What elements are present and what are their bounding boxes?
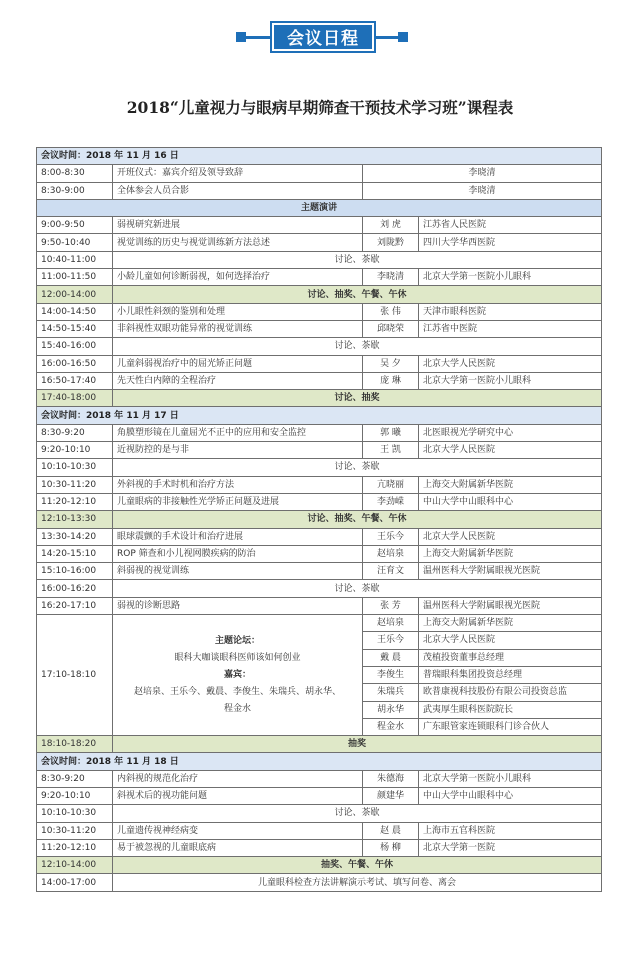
time-cell: 10:30-11:20 [37, 476, 113, 493]
institution-cell: 北京大学人民医院 [419, 442, 602, 459]
panelist-institution: 茂植投资董事总经理 [419, 649, 602, 666]
break-note: 讨论、茶歇 [113, 580, 602, 597]
break-row [37, 251, 602, 268]
topic-cell: 斜弱视的视觉训练 [113, 563, 363, 580]
session-row [37, 787, 602, 804]
institution-cell: 江苏省人民医院 [419, 217, 602, 234]
session-row [37, 770, 602, 787]
session-row [37, 597, 602, 614]
time-cell: 9:00-9:50 [37, 217, 113, 234]
speaker-cell: 刘 虎 [363, 217, 419, 234]
topic-cell: 小龄儿童如何诊断弱视，如何选择治疗 [113, 269, 363, 286]
speaker-cell: 李晓清 [363, 165, 602, 182]
speaker-cell: 张 芳 [363, 597, 419, 614]
speaker-cell: 颜建华 [363, 787, 419, 804]
speaker-cell: 李劲嵘 [363, 493, 419, 510]
break-note: 讨论、茶歇 [113, 251, 602, 268]
time-cell: 12:10-14:00 [37, 857, 113, 874]
schedule-table [36, 147, 602, 892]
speaker-cell: 朱德海 [363, 770, 419, 787]
time-cell: 18:10-18:20 [37, 736, 113, 753]
institution-cell: 温州医科大学附属眼视光医院 [419, 563, 602, 580]
break-band-row [37, 511, 602, 528]
topic-cell: 内斜视的规范化治疗 [113, 770, 363, 787]
panelist-institution: 普瑞眼科集团投资总经理 [419, 666, 602, 683]
institution-cell: 北京大学第一医院小儿眼科 [419, 269, 602, 286]
time-cell: 14:50-15:40 [37, 320, 113, 337]
time-cell: 16:00-16:50 [37, 355, 113, 372]
time-cell: 8:00-8:30 [37, 165, 113, 182]
panelist-institution: 广东眼管家连锁眼科门诊合伙人 [419, 718, 602, 735]
institution-cell: 上海交大附属新华医院 [419, 476, 602, 493]
speaker-cell: 汪育文 [363, 563, 419, 580]
break-band-label: 抽奖 [113, 736, 602, 753]
topic-cell: 开班仪式：嘉宾介绍及领导致辞 [113, 165, 363, 182]
time-cell: 11:20-12:10 [37, 839, 113, 856]
panelist-name: 李俊生 [363, 666, 419, 683]
break-row [37, 805, 602, 822]
speaker-cell: 赵培泉 [363, 545, 419, 562]
time-cell: 14:00-17:00 [37, 874, 113, 891]
speaker-cell: 刘陇黔 [363, 234, 419, 251]
panelist-institution: 上海交大附属新华医院 [419, 615, 602, 632]
break-note: 讨论、茶歇 [113, 338, 602, 355]
break-row [37, 338, 602, 355]
time-cell: 14:00-14:50 [37, 303, 113, 320]
panelist-institution: 北京大学人民医院 [419, 632, 602, 649]
session-row [37, 372, 602, 389]
speaker-cell: 李晓清 [363, 269, 419, 286]
break-band-label: 讨论、抽奖、午餐、午休 [113, 286, 602, 303]
topic-cell: 斜视术后的视功能问题 [113, 787, 363, 804]
time-cell: 13:30-14:20 [37, 528, 113, 545]
session-row [37, 528, 602, 545]
topic-cell: 视觉训练的历史与视觉训练新方法总述 [113, 234, 363, 251]
time-cell: 11:20-12:10 [37, 493, 113, 510]
time-cell: 10:10-10:30 [37, 805, 113, 822]
badge-right-square [398, 32, 408, 42]
time-cell: 10:30-11:20 [37, 822, 113, 839]
session-row [37, 476, 602, 493]
break-note: 讨论、茶歇 [113, 459, 602, 476]
institution-cell: 北京大学第一医院小儿眼科 [419, 770, 602, 787]
session-row [37, 563, 602, 580]
time-cell: 9:20-10:10 [37, 442, 113, 459]
section-badge [0, 20, 640, 54]
break-note: 儿童眼科检查方法讲解演示考试、填写问卷、离会 [113, 874, 602, 891]
topic-cell: 弱视研究新进展 [113, 217, 363, 234]
document-title: 2018“儿童视力与眼病早期筛查干预技术学习班”课程表 [126, 98, 514, 117]
topic-cell: 儿童遗传视神经病变 [113, 822, 363, 839]
institution-cell: 北京大学第一医院 [419, 839, 602, 856]
break-row [37, 874, 602, 891]
panelist-name: 朱瑞兵 [363, 684, 419, 701]
section-band-label: 主题演讲 [37, 199, 602, 216]
topic-cell: 先天性白内障的全程治疗 [113, 372, 363, 389]
break-band-label: 讨论、抽奖 [113, 390, 602, 407]
time-cell: 12:10-13:30 [37, 511, 113, 528]
topic-cell: 儿童眼病的非接触性光学矫正问题及进展 [113, 493, 363, 510]
topic-cell: 弱视的诊断思路 [113, 597, 363, 614]
break-row [37, 459, 602, 476]
institution-cell: 北京大学人民医院 [419, 528, 602, 545]
speaker-cell: 吴 夕 [363, 355, 419, 372]
topic-cell: 全体参会人员合影 [113, 182, 363, 199]
time-cell: 11:00-11:50 [37, 269, 113, 286]
panelist-name: 王乐今 [363, 632, 419, 649]
section-band-row [37, 199, 602, 216]
time-cell: 9:50-10:40 [37, 234, 113, 251]
time-cell: 15:10-16:00 [37, 563, 113, 580]
forum-guests-line1: 赵培泉、王乐今、戴晨、李俊生、朱瑞兵、胡永华、 [133, 686, 341, 697]
break-band-label: 讨论、抽奖、午餐、午休 [113, 511, 602, 528]
speaker-cell: 庞 琳 [363, 372, 419, 389]
institution-cell: 江苏省中医院 [419, 320, 602, 337]
institution-cell: 北京大学第一医院小儿眼科 [419, 372, 602, 389]
forum-heading: 主题论坛： [214, 635, 260, 646]
institution-cell: 上海市五官科医院 [419, 822, 602, 839]
topic-cell: 易于被忽视的儿童眼底病 [113, 839, 363, 856]
speaker-cell: 张 伟 [363, 303, 419, 320]
session-row [37, 320, 602, 337]
day-heading: 会议时间：2018 年 11 月 17 日 [37, 407, 602, 424]
day-heading-row [37, 407, 602, 424]
session-row [37, 442, 602, 459]
institution-cell: 上海交大附属新华医院 [419, 545, 602, 562]
session-row [37, 545, 602, 562]
day-heading: 会议时间：2018 年 11 月 18 日 [37, 753, 602, 770]
time-cell: 16:20-17:10 [37, 597, 113, 614]
topic-cell: ROP 筛查和小儿视网膜疾病的防治 [113, 545, 363, 562]
time-cell: 15:40-16:00 [37, 338, 113, 355]
speaker-cell: 杨 柳 [363, 839, 419, 856]
time-cell: 10:40-11:00 [37, 251, 113, 268]
panelist-name: 赵培泉 [363, 615, 419, 632]
institution-cell: 北京大学人民医院 [419, 355, 602, 372]
forum-subject: 眼科大咖谈眼科医师该如何创业 [174, 652, 301, 663]
time-cell: 14:20-15:10 [37, 545, 113, 562]
topic-cell: 小儿眼性斜颈的鉴别和处理 [113, 303, 363, 320]
badge-left-line [242, 36, 272, 39]
forum-time-cell: 17:10-18:10 [37, 615, 113, 736]
topic-cell: 儿童斜弱视治疗中的屈光矫正问题 [113, 355, 363, 372]
time-cell: 8:30-9:20 [37, 424, 113, 441]
speaker-cell: 郭 曦 [363, 424, 419, 441]
time-cell: 16:00-16:20 [37, 580, 113, 597]
time-cell: 9:20-10:10 [37, 787, 113, 804]
forum-topic-cell [113, 615, 363, 736]
panelist-institution: 武夷厚生眼科医院院长 [419, 701, 602, 718]
session-row [37, 165, 602, 182]
topic-cell: 角膜塑形镜在儿童屈光不正中的应用和安全监控 [113, 424, 363, 441]
institution-cell: 天津市眼科医院 [419, 303, 602, 320]
panelist-name: 胡永华 [363, 701, 419, 718]
institution-cell: 中山大学中山眼科中心 [419, 493, 602, 510]
day-heading: 会议时间：2018 年 11 月 16 日 [37, 148, 602, 165]
time-cell: 8:30-9:20 [37, 770, 113, 787]
break-band-row [37, 286, 602, 303]
time-cell: 12:00-14:00 [37, 286, 113, 303]
speaker-cell: 亢晓丽 [363, 476, 419, 493]
break-note: 讨论、茶歇 [113, 805, 602, 822]
session-row [37, 217, 602, 234]
time-cell: 16:50-17:40 [37, 372, 113, 389]
break-row [37, 580, 602, 597]
topic-cell: 近视防控的是与非 [113, 442, 363, 459]
institution-cell: 北医眼视光学研究中心 [419, 424, 602, 441]
day-heading-row [37, 753, 602, 770]
badge-label: 会议日程 [272, 23, 374, 51]
session-row [37, 493, 602, 510]
forum-guests-label: 嘉宾： [223, 669, 251, 680]
institution-cell: 四川大学华西医院 [419, 234, 602, 251]
speaker-cell: 王乐今 [363, 528, 419, 545]
time-cell: 17:40-18:00 [37, 390, 113, 407]
session-row [37, 234, 602, 251]
forum-guests-line2: 程金水 [223, 703, 251, 714]
break-band-row [37, 736, 602, 753]
topic-cell: 外斜视的手术时机和治疗方法 [113, 476, 363, 493]
time-cell: 10:10-10:30 [37, 459, 113, 476]
topic-cell: 眼球震颤的手术设计和治疗进展 [113, 528, 363, 545]
institution-cell: 中山大学中山眼科中心 [419, 787, 602, 804]
session-row [37, 182, 602, 199]
speaker-cell: 王 凯 [363, 442, 419, 459]
topic-cell: 非斜视性双眼功能异常的视觉训练 [113, 320, 363, 337]
panelist-name: 程金水 [363, 718, 419, 735]
session-row [37, 269, 602, 286]
time-cell: 8:30-9:00 [37, 182, 113, 199]
speaker-cell: 赵 晨 [363, 822, 419, 839]
session-row [37, 839, 602, 856]
session-row [37, 355, 602, 372]
speaker-cell: 李晓清 [363, 182, 602, 199]
session-row [37, 303, 602, 320]
break-band-label: 抽奖、午餐、午休 [113, 857, 602, 874]
panelist-institution: 欧普康视科技股份有限公司投资总监 [419, 684, 602, 701]
break-band-row [37, 390, 602, 407]
panelist-name: 戴 晨 [363, 649, 419, 666]
speaker-cell: 邱晓荣 [363, 320, 419, 337]
day-heading-row [37, 148, 602, 165]
session-row [37, 424, 602, 441]
session-row [37, 822, 602, 839]
break-band-row [37, 857, 602, 874]
institution-cell: 温州医科大学附属眼视光医院 [419, 597, 602, 614]
forum-panel-row [37, 615, 602, 632]
